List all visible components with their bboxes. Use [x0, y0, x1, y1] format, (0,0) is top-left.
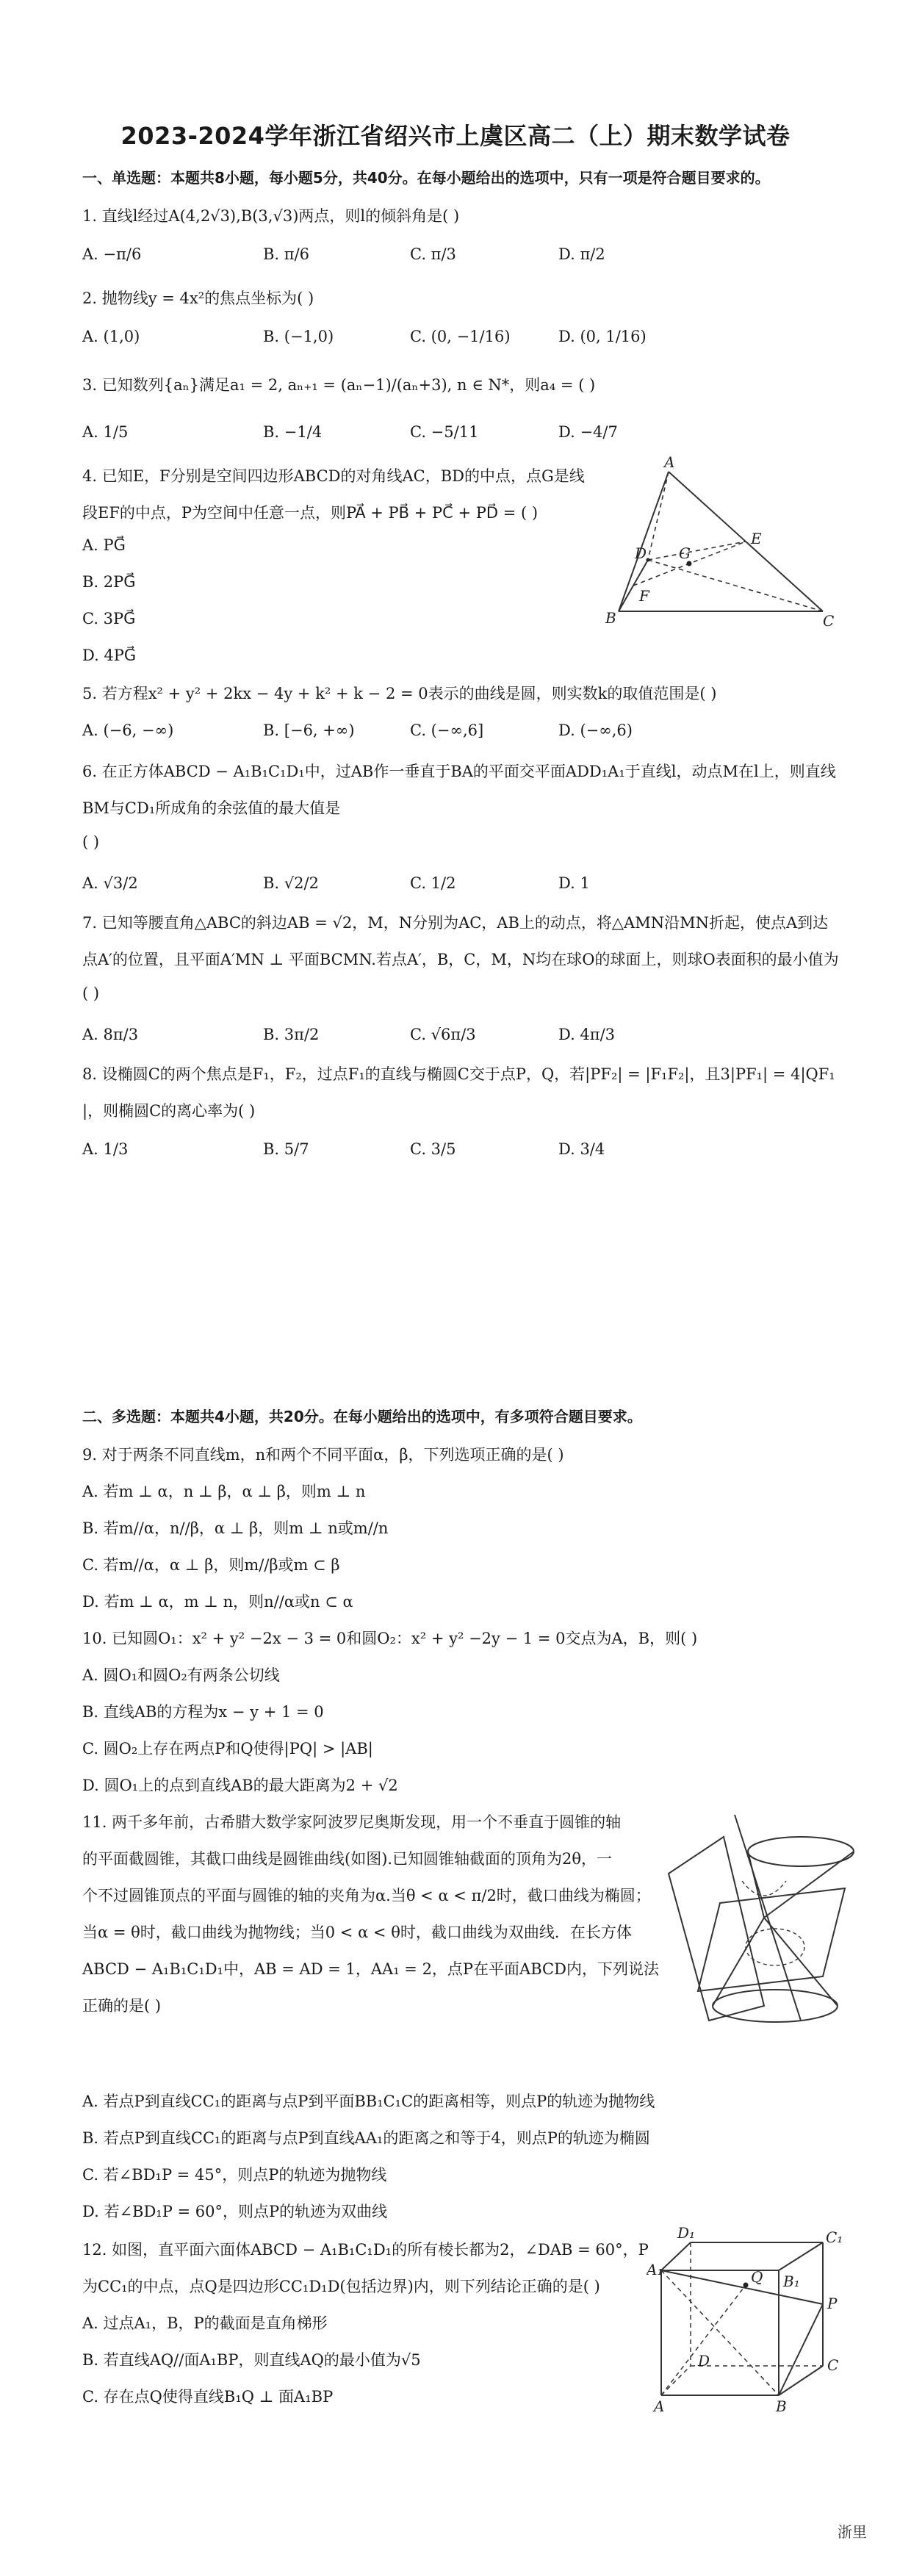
question-12-choice-a: A. 过点A₁，B，P的截面是直角梯形: [82, 2314, 328, 2332]
point-p-label: P: [827, 2295, 838, 2312]
page-title: 2023-2024学年浙江省绍兴市上虞区高二（上）期末数学试卷: [120, 122, 791, 150]
option-c: C. 1/2: [410, 874, 456, 892]
question-8-options: [82, 1140, 817, 1170]
question-9-stem: 9. 对于两条不同直线m，n和两个不同平面α，β，下列选项正确的是( ): [82, 1446, 564, 1464]
option-d: D. (0, 1/16): [558, 328, 647, 345]
conic-sections-figure: [654, 1807, 867, 2028]
question-12-stem-line-1: 12. 如图，直平面六面体ABCD − A₁B₁C₁D₁的所有棱长都为2，∠DAB = 60°，P: [82, 2241, 649, 2259]
vertex-b-label: B: [776, 2397, 787, 2415]
question-4-option-d: D. 4PG⃗: [82, 647, 137, 664]
question-7-options: [82, 1026, 817, 1055]
option-d: D. −4/7: [558, 423, 618, 441]
vertex-c1-label: C₁: [826, 2228, 843, 2246]
question-8-stem-line-2: |，则椭圆C的离心率为( ): [82, 1102, 256, 1120]
vertex-a1-label: A₁: [647, 2261, 663, 2278]
option-b: B. −1/4: [263, 423, 323, 441]
question-11-stem-line-5: ABCD − A₁B₁C₁D₁中，AB = AD = 1，AA₁ = 2，点P在平面ABCD内，下列说法: [82, 1960, 659, 1978]
option-d: D. 4π/3: [558, 1026, 616, 1043]
vertex-d1-label: D₁: [677, 2226, 696, 2242]
question-6-stem-line-1: 6. 在正方体ABCD − A₁B₁C₁D₁中，过AB作一垂直于BA的平面交平面ADD₁A₁于直线l，动点M在l上，则直线: [82, 763, 836, 780]
question-11-choice-a: A. 若点P到直线CC₁的距离与点P到平面BB₁C₁C的距离相等，则点P的轨迹为抛物线: [82, 2093, 655, 2110]
question-11-choice-b: B. 若点P到直线CC₁的距离与点P到直线AA₁的距离之和等于4，则点P的轨迹为椭圆: [82, 2129, 650, 2147]
question-11-stem-line-1: 11. 两千多年前，古希腊大数学家阿波罗尼奥斯发现，用一个不垂直于圆锥的轴: [82, 1813, 622, 1831]
question-9-choice-d: D. 若m ⊥ α，m ⊥ n，则n//α或n ⊂ α: [82, 1593, 353, 1611]
question-6-stem-line-3: ( ): [82, 833, 100, 851]
vertex-c-label: C: [823, 612, 835, 630]
option-c: C. −5/11: [410, 423, 479, 441]
option-d: D. 3/4: [558, 1140, 605, 1158]
option-c: C. √6π/3: [410, 1026, 476, 1043]
question-10-stem: 10. 已知圆O₁：x² + y² −2x − 3 = 0和圆O₂：x² + y² −2y − 1 = 0交点为A，B，则( ): [82, 1630, 698, 1647]
question-4-stem-line-1: 4. 已知E，F分别是空间四边形ABCD的对角线AC，BD的中点，点G是线: [82, 467, 585, 485]
question-11-choice-d: D. 若∠BD₁P = 60°，则点P的轨迹为双曲线: [82, 2203, 388, 2220]
question-4-option-b: B. 2PG⃗: [82, 573, 136, 591]
option-d: D. 1: [558, 874, 590, 892]
question-10-choice-b: B. 直线AB的方程为x − y + 1 = 0: [82, 1703, 324, 1721]
point-e-label: E: [751, 530, 762, 547]
question-5-options: [82, 722, 817, 751]
option-b: B. (−1,0): [263, 328, 334, 345]
question-4-option-a: A. PG⃗: [82, 536, 126, 554]
tetrahedron-figure: [602, 456, 838, 632]
option-c: C. π/3: [410, 245, 456, 263]
option-a: A. √3/2: [82, 874, 138, 892]
question-1-stem: 1. 直线l经过A(4,2√3),B(3,√3)两点，则l的倾斜角是( ): [82, 207, 460, 225]
option-a: A. (1,0): [82, 328, 140, 345]
question-12-stem-line-2: 为CC₁的中点，点Q是四边形CC₁D₁D(包括边界)内，则下列结论正确的是( ): [82, 2278, 600, 2295]
point-g-label: G: [679, 544, 691, 562]
question-7-stem-line-3: ( ): [82, 985, 100, 1002]
option-c: C. (0, −1/16): [410, 328, 511, 345]
vertex-d-label: D: [698, 2352, 710, 2370]
option-c: C. (−∞,6]: [410, 722, 484, 739]
vertex-a-label: A: [664, 456, 675, 471]
option-b: B. 3π/2: [263, 1026, 320, 1043]
option-d: D. π/2: [558, 245, 605, 263]
point-f-label: F: [639, 587, 649, 605]
question-7-stem-line-1: 7. 已知等腰直角△ABC的斜边AB = √2，M，N分别为AC，AB上的动点，将△AMN沿MN折起，使点A到达: [82, 914, 829, 932]
section-single-choice-header: 一、单选题：本题共8小题，每小题5分，共40分。在每小题给出的选项中，只有一项是符合题目要求的。: [82, 169, 770, 187]
point-q-label: Q: [751, 2268, 763, 2286]
question-10-choice-a: A. 圆O₁和圆O₂有两条公切线: [82, 1666, 280, 1684]
vertex-a-label: A: [654, 2397, 665, 2415]
question-11-stem-line-3: 个不过圆锥顶点的平面与圆锥的轴的夹角为α.当θ < α < π/2时，截口曲线为椭圆；: [82, 1887, 651, 1904]
option-a: A. (−6, −∞): [82, 722, 174, 739]
question-11-stem-line-2: 的平面截圆锥，其截口曲线是圆锥曲线(如图).已知圆锥轴截面的顶角为2θ，一: [82, 1850, 613, 1868]
option-b: B. π/6: [263, 245, 310, 263]
section-multiple-choice-header: 二、多选题：本题共4小题，共20分。在每小题给出的选项中，有多项符合题目要求。: [82, 1408, 642, 1425]
question-8-stem-line-1: 8. 设椭圆C的两个焦点是F₁，F₂，过点F₁的直线与椭圆C交于点P，Q，若|PF₂| = |F₁F₂|，且3|PF₁| = 4|QF₁: [82, 1065, 835, 1083]
vertex-b1-label: B₁: [783, 2273, 800, 2290]
footer-watermark: 浙里: [838, 2523, 867, 2541]
question-9-choice-b: B. 若m//α，n//β，α ⊥ β，则m ⊥ n或m//n: [82, 1519, 389, 1537]
hexahedron-figure: [647, 2226, 852, 2417]
question-2-options: [82, 328, 817, 357]
option-a: A. 1/5: [82, 423, 129, 441]
question-11-choice-c: C. 若∠BD₁P = 45°，则点P的轨迹为抛物线: [82, 2166, 387, 2184]
question-3-stem: 3. 已知数列{aₙ}满足a₁ = 2, aₙ₊₁ = (aₙ−1)/(aₙ+3), n ∈ N*，则a₄ = ( ): [82, 376, 596, 394]
question-11-stem-line-6: 正确的是( ): [82, 1997, 162, 2015]
question-6-options: [82, 874, 817, 904]
option-a: A. 8π/3: [82, 1026, 139, 1043]
option-b: B. √2/2: [263, 874, 319, 892]
vertex-d-label: D: [635, 544, 647, 562]
option-a: A. 1/3: [82, 1140, 129, 1158]
question-4-option-c: C. 3PG⃗: [82, 610, 136, 627]
question-4-stem-line-2: 段EF的中点，P为空间中任意一点，则PA⃗ + PB⃗ + PC⃗ + PD⃗ = ( ): [82, 504, 539, 522]
option-b: B. [−6, +∞): [263, 722, 355, 739]
question-10-choice-c: C. 圆O₂上存在两点P和Q使得|PQ| > |AB|: [82, 1740, 373, 1757]
question-5-stem: 5. 若方程x² + y² + 2kx − 4y + k² + k − 2 = 0表示的曲线是圆，则实数k的取值范围是( ): [82, 685, 717, 702]
question-2-stem: 2. 抛物线y = 4x²的焦点坐标为( ): [82, 289, 314, 307]
question-10-choice-d: D. 圆O₁上的点到直线AB的最大距离为2 + √2: [82, 1777, 398, 1794]
question-6-stem-line-2: BM与CD₁所成角的余弦值的最大值是: [82, 799, 341, 817]
option-d: D. (−∞,6): [558, 722, 633, 739]
option-b: B. 5/7: [263, 1140, 309, 1158]
vertex-b-label: B: [605, 609, 616, 627]
question-9-choice-c: C. 若m//α，α ⊥ β，则m//β或m ⊂ β: [82, 1556, 340, 1574]
question-1-options: [82, 245, 817, 275]
vertex-c-label: C: [827, 2356, 839, 2374]
question-11-stem-line-4: 当α = θ时，截口曲线为抛物线；当0 < α < θ时，截口曲线为双曲线．在长方体: [82, 1924, 632, 1941]
option-c: C. 3/5: [410, 1140, 456, 1158]
question-9-choice-a: A. 若m ⊥ α，n ⊥ β，α ⊥ β，则m ⊥ n: [82, 1483, 366, 1500]
question-12-choice-c: C. 存在点Q使得直线B₁Q ⊥ 面A₁BP: [82, 2388, 334, 2406]
question-7-stem-line-2: 点A′的位置，且平面A′MN ⊥ 平面BCMN.若点A′，B，C，M，N均在球O的球面上，则球O表面积的最小值为: [82, 951, 839, 968]
question-3-options: [82, 423, 817, 453]
question-12-choice-b: B. 若直线AQ//面A₁BP，则直线AQ的最小值为√5: [82, 2351, 421, 2369]
option-a: A. −π/6: [82, 245, 142, 263]
